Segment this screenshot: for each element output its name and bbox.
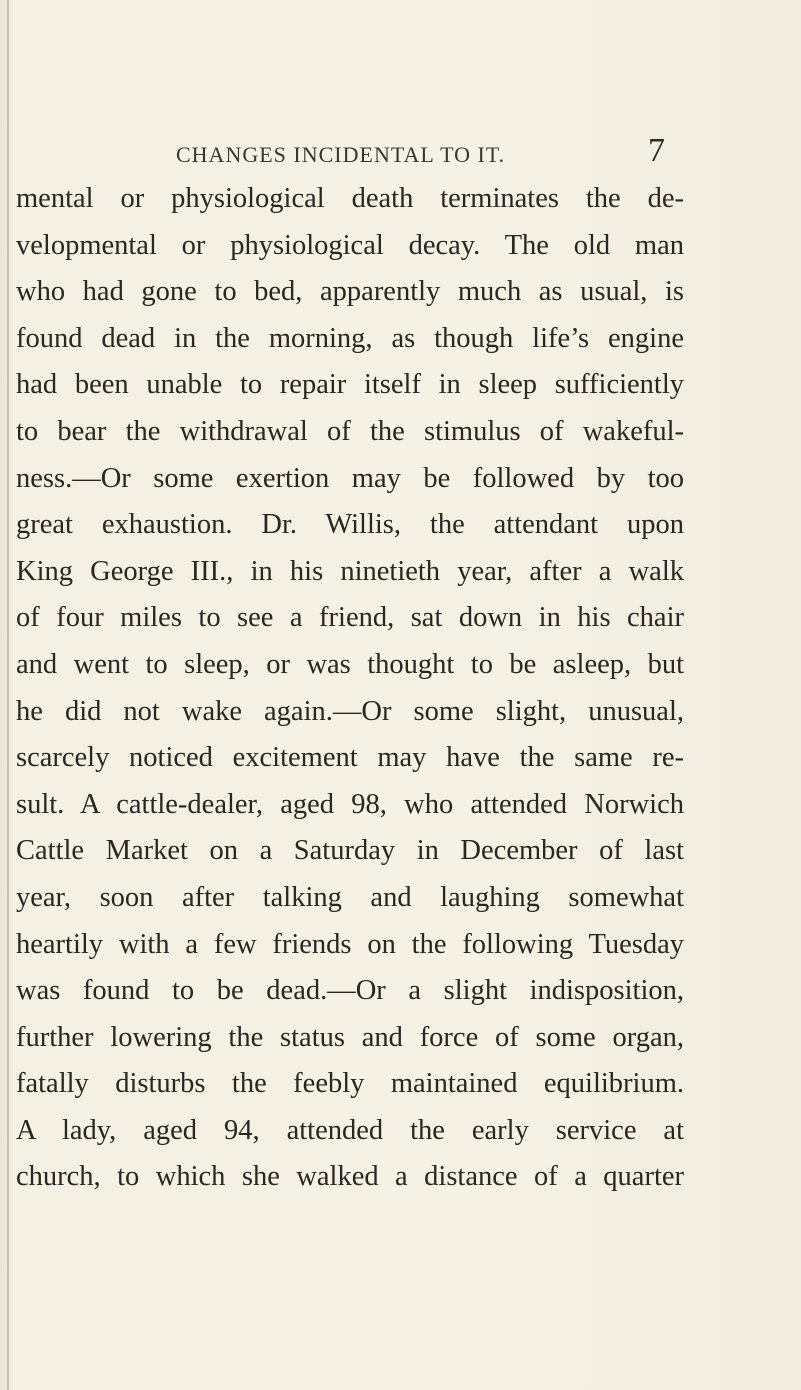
text-line: found dead in the morning, as though life’s engine xyxy=(16,322,684,354)
text-line: who had gone to bed, apparently much as usual, is xyxy=(16,276,684,308)
text-line: mental or physiological death terminates the de- xyxy=(16,183,684,214)
text-line: to bear the withdrawal of the stimulus of wakeful- xyxy=(16,415,684,447)
text-line: sult. A cattle-dealer, aged 98, who attended Norwich xyxy=(16,788,684,820)
text-line: fatally disturbs the feebly maintained equilibrium. xyxy=(16,1068,684,1100)
text-line: and went to sleep, or was thought to be asleep, but xyxy=(16,648,684,680)
text-line: had been unable to repair itself in sleep sufficiently xyxy=(16,369,684,401)
text-line: ness.—Or some exertion may be followed by too xyxy=(16,462,684,494)
text-line: velopmental or physiological decay. The old man xyxy=(16,229,684,261)
page-number: 7 xyxy=(648,132,665,169)
text-line: year, soon after talking and laughing somewhat xyxy=(16,881,684,913)
text-line: Cattle Market on a Saturday in December of last xyxy=(16,835,684,867)
text-line: church, to which she walked a distance of a quarter xyxy=(16,1161,684,1193)
text-line: great exhaustion. Dr. Willis, the attendant upon xyxy=(16,509,684,541)
text-line: further lowering the status and force of some organ, xyxy=(16,1021,684,1053)
page-header xyxy=(0,132,801,172)
text-line: was found to be dead.—Or a slight indisposition, xyxy=(16,975,684,1007)
binding-edge xyxy=(7,0,9,1390)
running-head: CHANGES INCIDENTAL TO IT. xyxy=(176,142,506,167)
body-text xyxy=(16,176,684,1201)
text-line: he did not wake again.—Or some slight, unusual, xyxy=(16,695,684,727)
text-line: scarcely noticed excitement may have the same re- xyxy=(16,742,684,774)
text-line: heartily with a few friends on the following Tuesday xyxy=(16,928,684,960)
text-line: of four miles to see a friend, sat down in his chair xyxy=(16,602,684,634)
text-line: A lady, aged 94, attended the early service at xyxy=(16,1114,684,1146)
text-line: King George III., in his ninetieth year, after a walk xyxy=(16,555,684,587)
